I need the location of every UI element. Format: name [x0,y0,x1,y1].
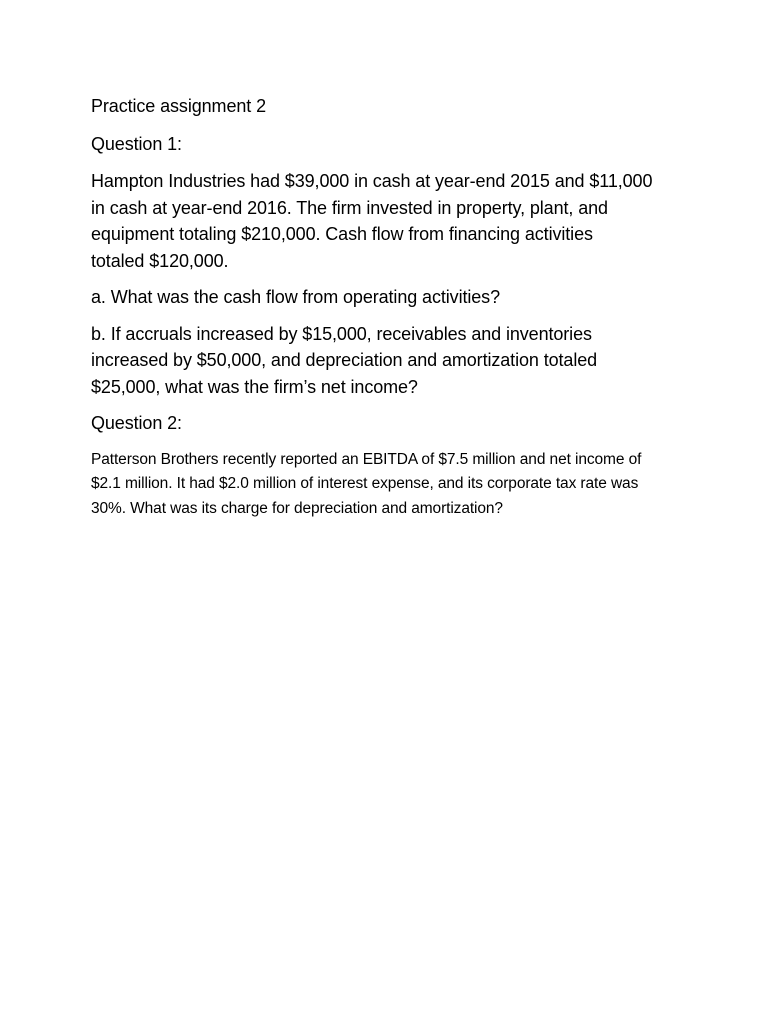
question-1-line: Hampton Industries had $39,000 in cash at year-end 2015 and $11,000 [91,171,653,191]
question-2-heading: Question 2: [91,413,182,433]
question-2-line: Patterson Brothers recently reported an EBITDA of $7.5 million and net income of [91,450,642,468]
question-1-part-b [91,321,691,401]
document-page [91,93,691,521]
question-1-line: in cash at year-end 2016. The firm invested in property, plant, and [91,197,608,218]
question-1-part-b-line: $25,000, what was the firm’s net income? [91,376,418,397]
question-1-part-b-line: b. If accruals increased by $15,000, receivables and inventories [91,323,592,344]
question-2-line: 30%. What was its charge for depreciation and amortization? [91,499,503,517]
question-1-line: totaled $120,000. [91,250,229,271]
question-2-line: $2.1 million. It had $2.0 million of interest expense, and its corporate tax rate was [91,475,639,492]
question-1-line: equipment totaling $210,000. Cash flow from financing activities [91,224,593,244]
question-1-body [91,168,691,274]
question-1-part-b-line: increased by $50,000, and depreciation and amortization totaled [91,350,598,370]
document-title: Practice assignment 2 [91,96,266,116]
question-1-heading: Question 1: [91,133,182,154]
question-1-part-a: a. What was the cash flow from operating activities? [91,287,500,307]
question-2-body [91,448,691,522]
